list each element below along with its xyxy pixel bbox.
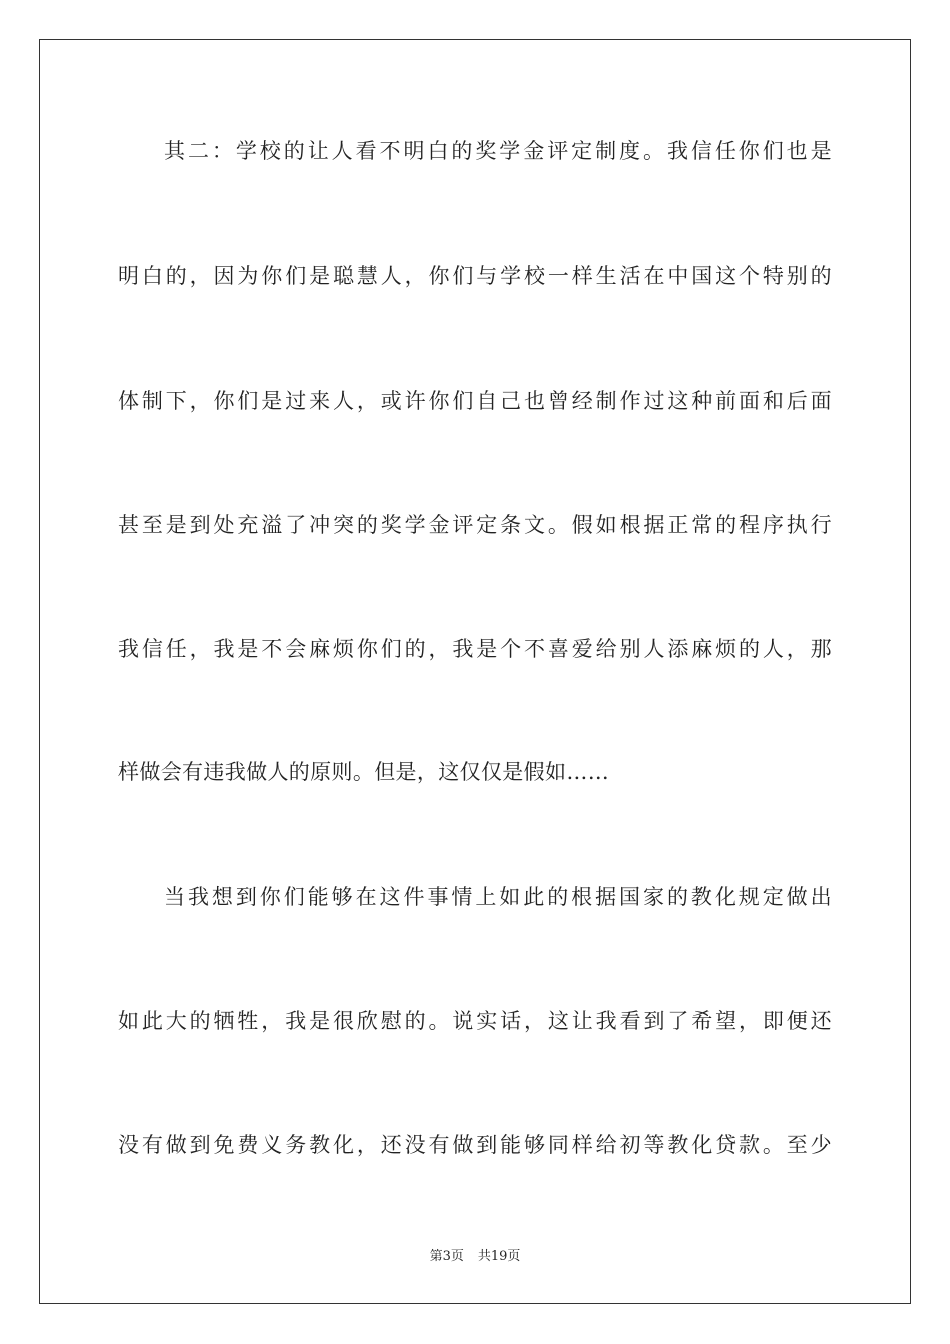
page-footer <box>0 1248 950 1266</box>
paragraph-2-line-3: 没有做到免费义务教化，还没有做到能够同样给初等教化贷款。至少 <box>118 1133 832 1157</box>
paragraph-1-line-3: 体制下，你们是过来人，或许你们自己也曾经制作过这种前面和后面 <box>118 389 832 413</box>
paragraph-1-line-4: 甚至是到处充溢了冲突的奖学金评定条文。假如根据正常的程序执行 <box>118 513 832 537</box>
page-number: 第3页 <box>429 1249 464 1264</box>
paragraph-1-line-2: 明白的，因为你们是聪慧人，你们与学校一样生活在中国这个特别的 <box>118 264 832 288</box>
paragraph-1-line-5: 我信任，我是不会麻烦你们的，我是个不喜爱给别人添麻烦的人，那 <box>118 637 832 661</box>
page-total: 共19页 <box>477 1249 521 1264</box>
paragraph-1-line-6: 样做会有违我做人的原则。但是，这仅仅是假如…… <box>118 760 610 784</box>
paragraph-2-line-2: 如此大的牺牲，我是很欣慰的。说实话，这让我看到了希望，即便还 <box>118 1009 832 1033</box>
paragraph-1-line-1: 其二：学校的让人看不明白的奖学金评定制度。我信任你们也是 <box>164 139 832 163</box>
page-border <box>39 39 911 1304</box>
paragraph-2-line-1: 当我想到你们能够在这件事情上如此的根据国家的教化规定做出 <box>164 885 832 909</box>
